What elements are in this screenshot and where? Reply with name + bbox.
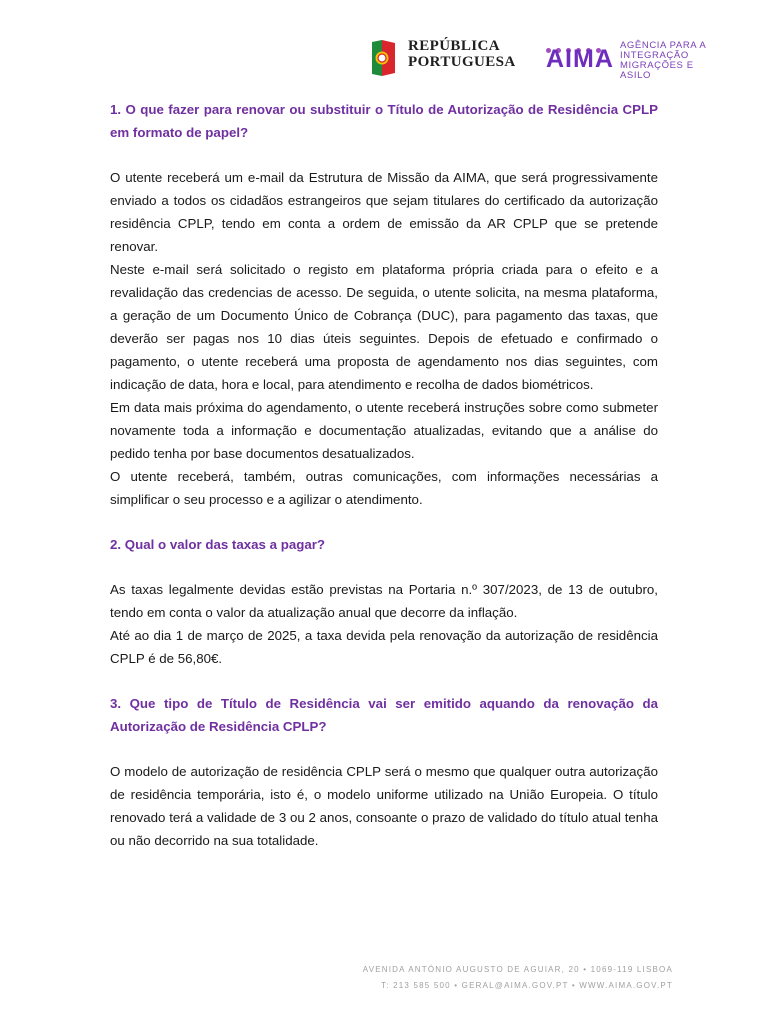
aima-wordmark: AIMA bbox=[546, 45, 614, 73]
answer-1-paragraph-2: Neste e-mail será solicitado o registo em plataforma própria criada para o efeito e a revalidação das credencias de acesso. De seguida, o utente solicita, na mesma plataforma, a geração de um Documento Único de Cobrança (DUC), para pagamento das taxas, que deverão ser pagas nos 10 dias úteis seguintes. Depois de efetuado e confirmado o pagamento, o utente receberá uma proposta de agendamento nos dias seguintes, com indicação de data, hora e local, para atendimento e recolha de dados biométricos. bbox=[110, 262, 658, 392]
answer-1-paragraph-1: O utente receberá um e-mail da Estrutura de Missão da AIMA, que será progressivamente enviado a todos os cidadãos estrangeiros que sejam titulares do certificado da autorização residência CPLP, tendo em conta a ordem de emissão da AR CPLP que se pretende renovar. bbox=[110, 170, 658, 254]
question-2-heading: 2. Qual o valor das taxas a pagar? bbox=[110, 537, 326, 552]
document-body bbox=[110, 98, 658, 852]
answer-1-paragraph-3: Em data mais próxima do agendamento, o utente receberá instruções sobre como submeter novamente toda a informação e documentação atualizadas, evitando que a análise do pedido tenha por base documentos desatualizados. bbox=[110, 400, 658, 461]
question-3-heading: 3. Que tipo de Título de Residência vai ser emitido aquando da renovação da Autorização de Residência CPLP? bbox=[110, 696, 658, 734]
answer-2-paragraph-2: Até ao dia 1 de março de 2025, a taxa devida pela renovação da autorização de residência CPLP é de 56,80€. bbox=[110, 628, 658, 666]
answer-2-paragraph-1: As taxas legalmente devidas estão previstas na Portaria n.º 307/2023, de 13 de outubro, tendo em conta o valor da atualização anual que decorre da inflação. bbox=[110, 582, 658, 620]
portugal-flag-icon bbox=[368, 38, 398, 78]
republica-line1: REPÚBLICA bbox=[408, 38, 500, 54]
aima-subtitle bbox=[620, 41, 726, 81]
answer-3-paragraph-1: O modelo de autorização de residência CPLP será o mesmo que qualquer outra autorização de residência temporária, isto é, o modelo uniforme utilizado na União Europeia. O título renovado terá a validade de 3 ou 2 anos, consoante o prazo de validado do título atual tenha ou não decorrido na sua totalidade. bbox=[110, 764, 658, 848]
answer-1-paragraph-4: O utente receberá, também, outras comunicações, com informações necessárias a simplificar o seu processo e a agilizar o atendimento. bbox=[110, 469, 658, 507]
question-1-heading: 1. O que fazer para renovar ou substituir o Título de Autorização de Residência CPLP em formato de papel? bbox=[110, 102, 658, 140]
republica-line2: PORTUGUESA bbox=[408, 54, 516, 70]
aima-logo bbox=[546, 40, 726, 80]
page-footer bbox=[363, 962, 673, 994]
footer-contacts: T: 213 585 500 • GERAL@AIMA.GOV.PT • WWW.AIMA.GOV.PT bbox=[381, 981, 673, 990]
footer-address: AVENIDA ANTÓNIO AUGUSTO DE AGUIAR, 20 • 1069-119 LISBOA bbox=[362, 965, 673, 974]
republica-portuguesa-logo bbox=[368, 36, 518, 80]
aima-subtitle-line2: INTEGRAÇÃO bbox=[620, 50, 689, 61]
aima-subtitle-line1: AGÊNCIA PARA A bbox=[620, 40, 707, 51]
page-header bbox=[368, 36, 728, 80]
aima-subtitle-line3: MIGRAÇÕES E ASILO bbox=[620, 60, 694, 81]
